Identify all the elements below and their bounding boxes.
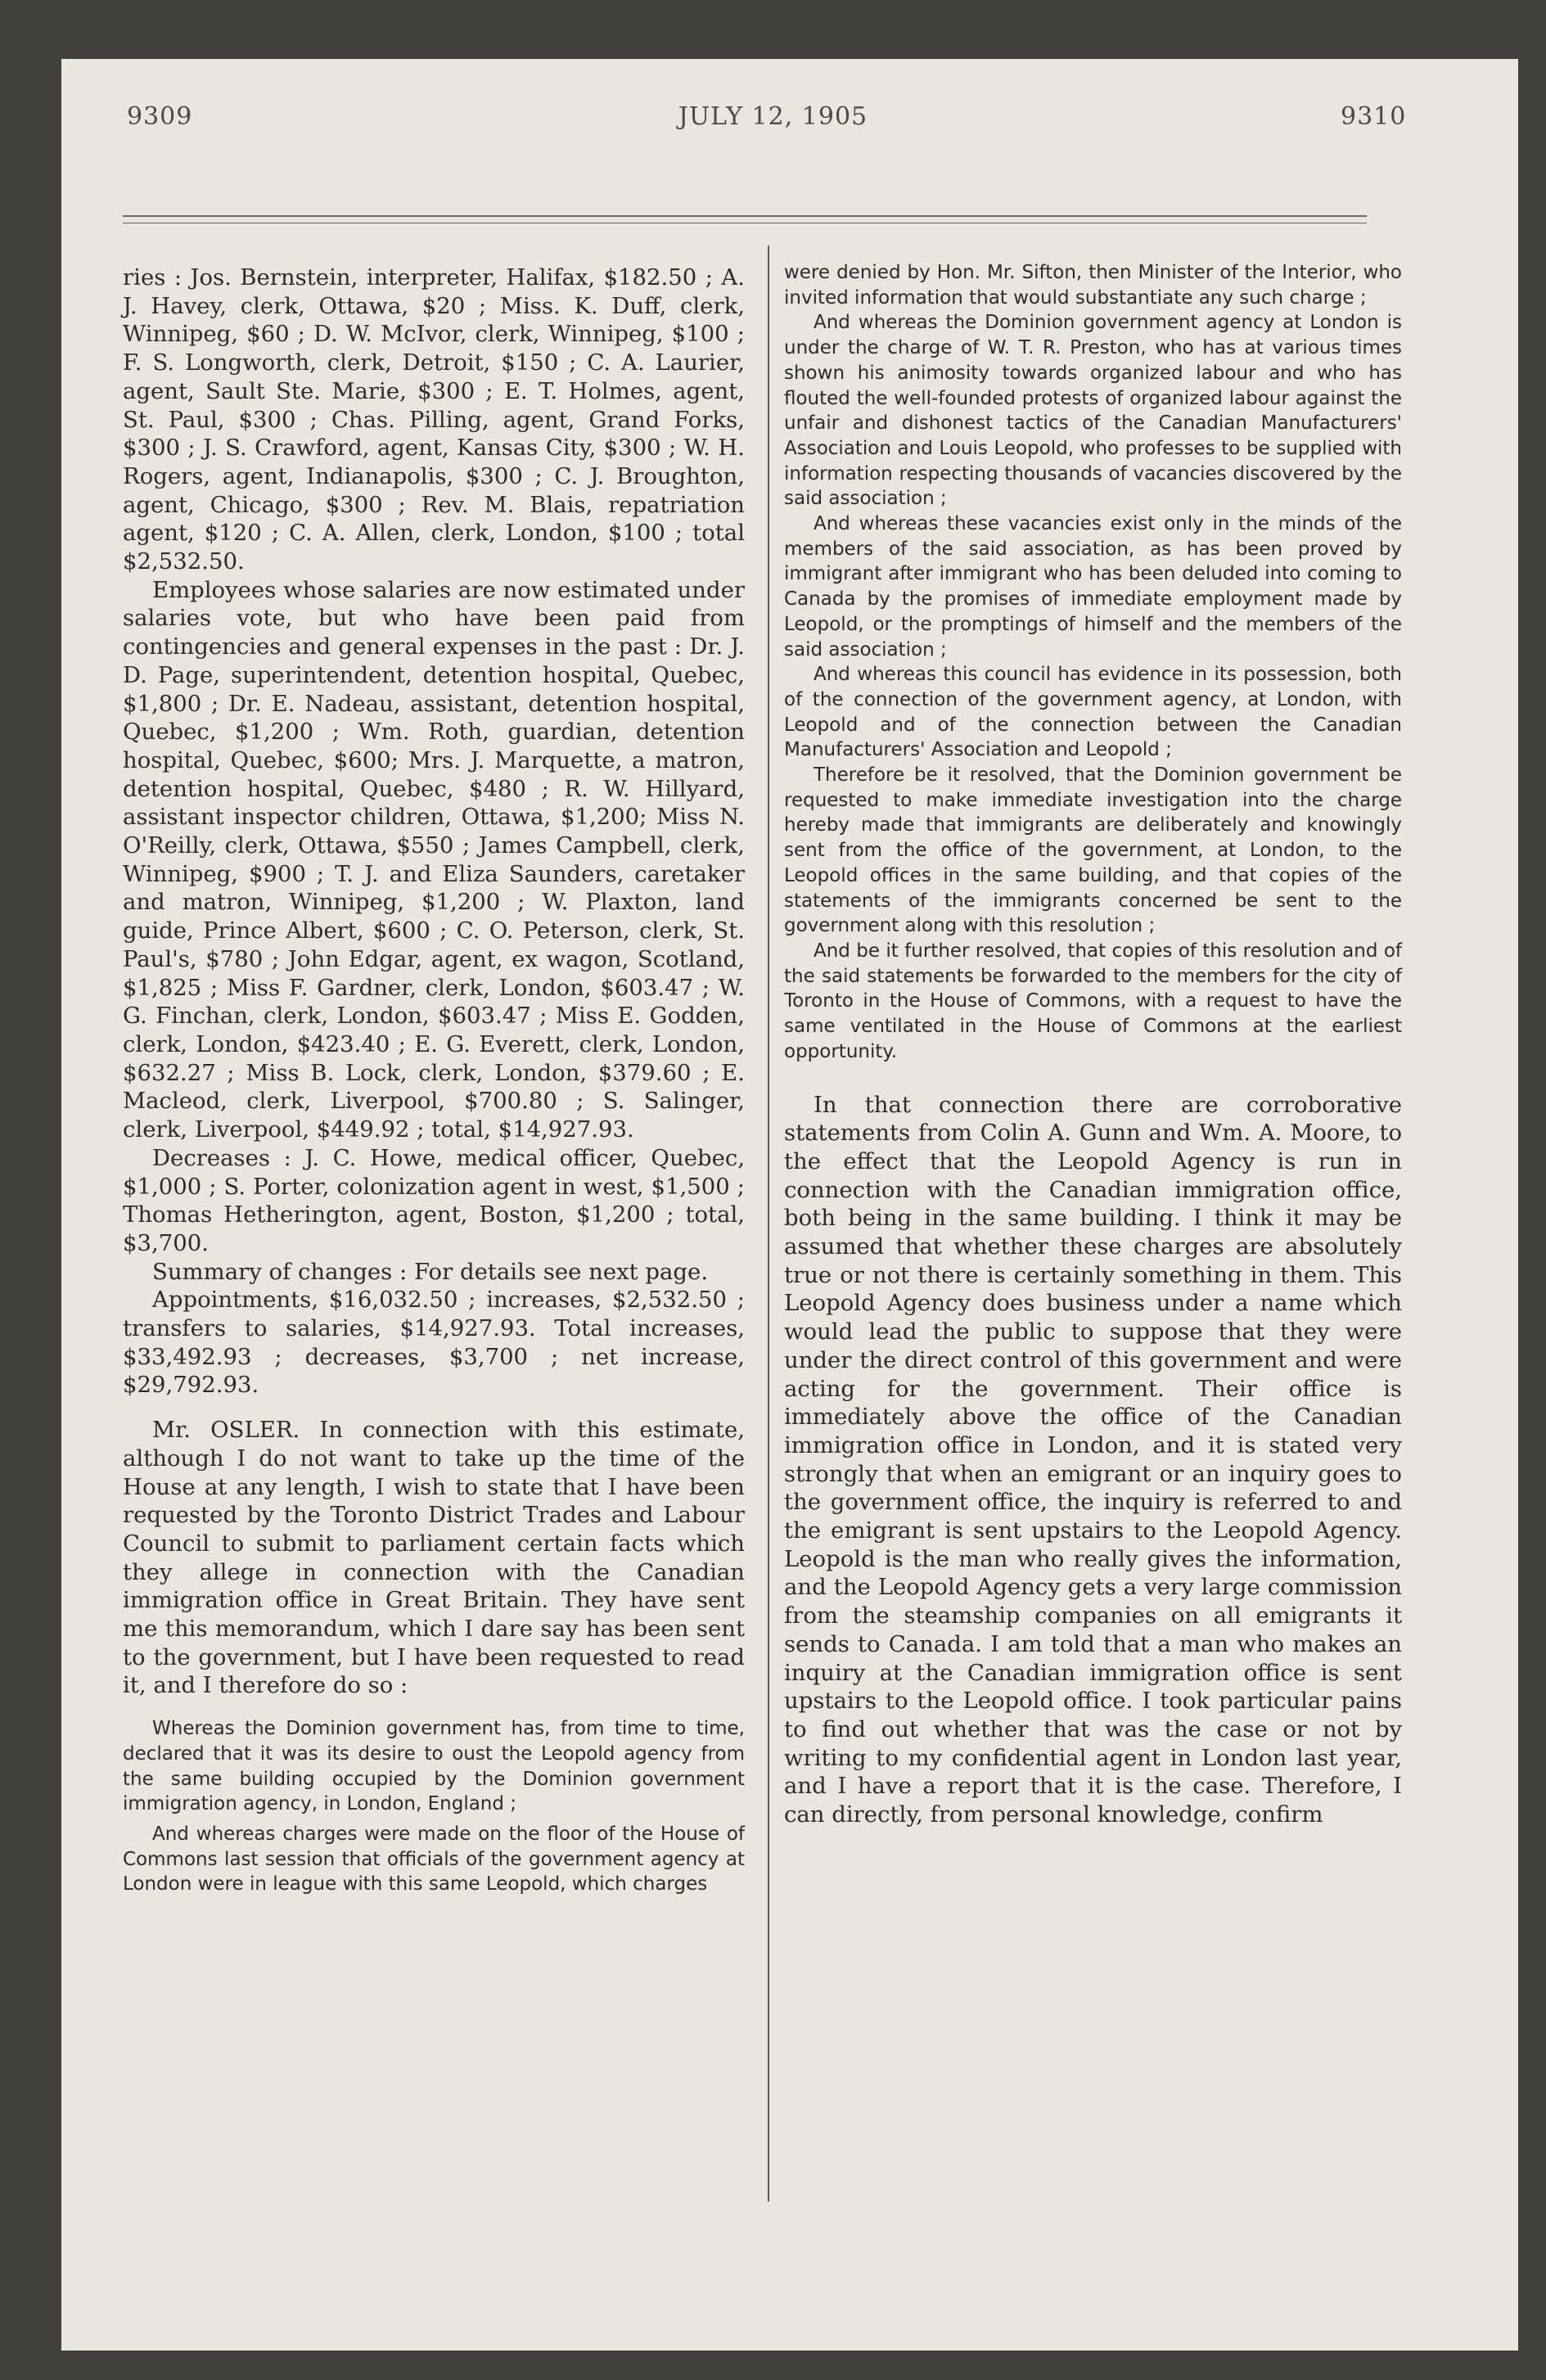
paragraph-connection: In that connection there are corroborative statements from Colin A. Gunn and Wm. A. Moore, to the effect that the Leopold Agency is run in connection with the Canadian immigration office, both being in the same building. I think it may be assumed that whether these charges are absolutely true or not there is certainly something in them. This Leopold Agency does business under a name which would lead the public to suppose that they were under the direct control of this government and were acting for the government. Their office is immediately above the office of the Canadian immigration office in London, and it is stated very strongly that when an emigrant or an inquiry goes to the government office, the inquiry is referred to and the emigrant is sent upstairs to the Leopold Agency. Leopold is the man who really gives the information, and the Leopold Agency gets a very large commission from the steamship companies on all emigrants it sends to Canada. I am told that a man who makes an inquiry at the Canadian immigration office is sent upstairs to the Leopold office. I took particular pains to find out whether that was the case or not by writing to my confidential agent in London last year, and I have a report that it is the case. Therefore, I can directly, from personal knowledge, confirm bbox=[784, 1091, 1402, 1828]
page-date-header: JULY 12, 1905 bbox=[678, 102, 868, 131]
paragraph-decreases: Decreases : J. C. Howe, medical officer, Quebec, $1,000 ; S. Porter, colonization agent in west, $1,500 ; Thomas Hetherington, agent, Boston, $1,200 ; total, $3,700. bbox=[123, 1144, 745, 1256]
quote-whereas-5: And whereas this council has evidence in its possession, both of the connection of the government agency, at London, with Leopold and of the connection between the Canadian Manufacturers' Association and Leopold ; bbox=[784, 664, 1402, 761]
quote-whereas-1: Whereas the Dominion government has, from time to time, declared that it was its desire to oust the Leopold agency from the same building occupied by the Dominion government immigration agency, in London, England ; bbox=[123, 1718, 745, 1815]
left-column bbox=[123, 264, 745, 1897]
quote-whereas-3: And whereas the Dominion government agency at London is under the charge of W. T. R. Preston, who has at various times shown his animosity towards organized labour and who has flouted the well-founded protests of organized labour against the unfair and dishonest tactics of the Canadian Manufacturers' Association and Louis Leopold, who professes to be supplied with information respecting thousands of vacancies discovered by the said association ; bbox=[784, 312, 1402, 510]
quote-continued: were denied by Hon. Mr. Sifton, then Minister of the Interior, who invited information that would substantiate any such charge ; bbox=[784, 262, 1402, 309]
paragraph-salaries-list: ries : Jos. Bernstein, interpreter, Halifax, $182.50 ; A. J. Havey, clerk, Ottawa, $20 ; Miss. K. Duff, clerk, Winnipeg, $60 ; D. W. McIvor, clerk, Winnipeg, $100 ; F. S. Longworth, clerk, Detroit, $150 ; C. A. Laurier, agent, Sault Ste. Marie, $300 ; E. T. Holmes, agent, St. Paul, $300 ; Chas. Pilling, agent, Grand Forks, $300 ; J. S. Crawford, agent, Kansas City, $300 ; W. H. Rogers, agent, Indianapolis, $300 ; C. J. Broughton, agent, Chicago, $300 ; Rev. M. Blais, repatriation agent, $120 ; C. A. Allen, clerk, London, $100 ; total $2,532.50. bbox=[123, 264, 745, 575]
page-number-right: 9310 bbox=[1341, 102, 1407, 131]
header-rule bbox=[123, 215, 1367, 217]
quote-resolved-2: And be it further resolved, that copies of this resolution and of the said statements be forwarded to the members for the city of Toronto in the House of Commons, with a request to have the same ventilated in the House of Commons at the earliest opportunity. bbox=[784, 940, 1402, 1062]
quote-whereas-4: And whereas these vacancies exist only in the minds of the members of the said association, as has been proved by immigrant after immigrant who has been deluded into coming to Canada by the promises of immediate employment made by Leopold, or the promptings of himself and the members of the said association ; bbox=[784, 513, 1402, 660]
paragraph-osler-speech: Mr. OSLER. In connection with this estimate, although I do not want to take up the time of the House at any length, I wish to state that I have been requested by the Toronto District Trades and Labour Council to submit to parliament certain facts which they allege in connection with the Canadian immigration office in Great Britain. They have sent me this memorandum, which I dare say has been sent to the government, but I have been requested to read it, and I therefore do so : bbox=[123, 1417, 745, 1699]
column-divider bbox=[768, 246, 769, 2202]
paragraph-employees: Employees whose salaries are now estimated under salaries vote, but who have been paid from contingencies and general expenses in the past : Dr. J. D. Page, superintendent, detention hospital, Quebec, $1,800 ; Dr. E. Nadeau, assistant, detention hospital, Quebec, $1,200 ; Wm. Roth, guardian, detention hospital, Quebec, $600; Mrs. J. Marquette, a matron, detention hospital, Quebec, $480 ; R. W. Hillyard, assistant inspector children, Ottawa, $1,200; Miss N. O'Reilly, clerk, Ottawa, $550 ; James Campbell, clerk, Winnipeg, $900 ; T. J. and Eliza Saunders, caretaker and matron, Winnipeg, $1,200 ; W. Plaxton, land guide, Prince Albert, $600 ; C. O. Peterson, clerk, St. Paul's, $780 ; John Edgar, agent, ex wagon, Scotland, $1,825 ; Miss F. Gardner, clerk, London, $603.47 ; W. G. Finchan, clerk, London, $603.47 ; Miss E. Godden, clerk, London, $423.40 ; E. G. Everett, clerk, London, $632.27 ; Miss B. Lock, clerk, London, $379.60 ; E. Macleod, clerk, Liverpool, $700.80 ; S. Salinger, clerk, Liverpool, $449.92 ; total, $14,927.93. bbox=[123, 576, 745, 1143]
paragraph-summary: Summary of changes : For details see next page. bbox=[152, 1258, 709, 1285]
right-column bbox=[784, 260, 1402, 1829]
quote-whereas-2: And whereas charges were made on the floor of the House of Commons last session that officials of the government agency at London were in league with this same Leopold, which charges bbox=[123, 1823, 745, 1895]
page-number-left: 9309 bbox=[127, 102, 193, 131]
quote-resolved-1: Therefore be it resolved, that the Dominion government be requested to make immediate investigation into the charge hereby made that immigrants are deliberately and knowingly sent from the office of the government, at London, to the Leopold offices in the same building, and that copies of the statements of the immigrants concerned be sent to the government along with this resolution ; bbox=[784, 764, 1402, 937]
paragraph-appointments: Appointments, $16,032.50 ; increases, $2,532.50 ; transfers to salaries, $14,927.93. Total increases, $33,492.93 ; decreases, $3,700 ; net increase, $29,792.93. bbox=[123, 1287, 745, 1399]
